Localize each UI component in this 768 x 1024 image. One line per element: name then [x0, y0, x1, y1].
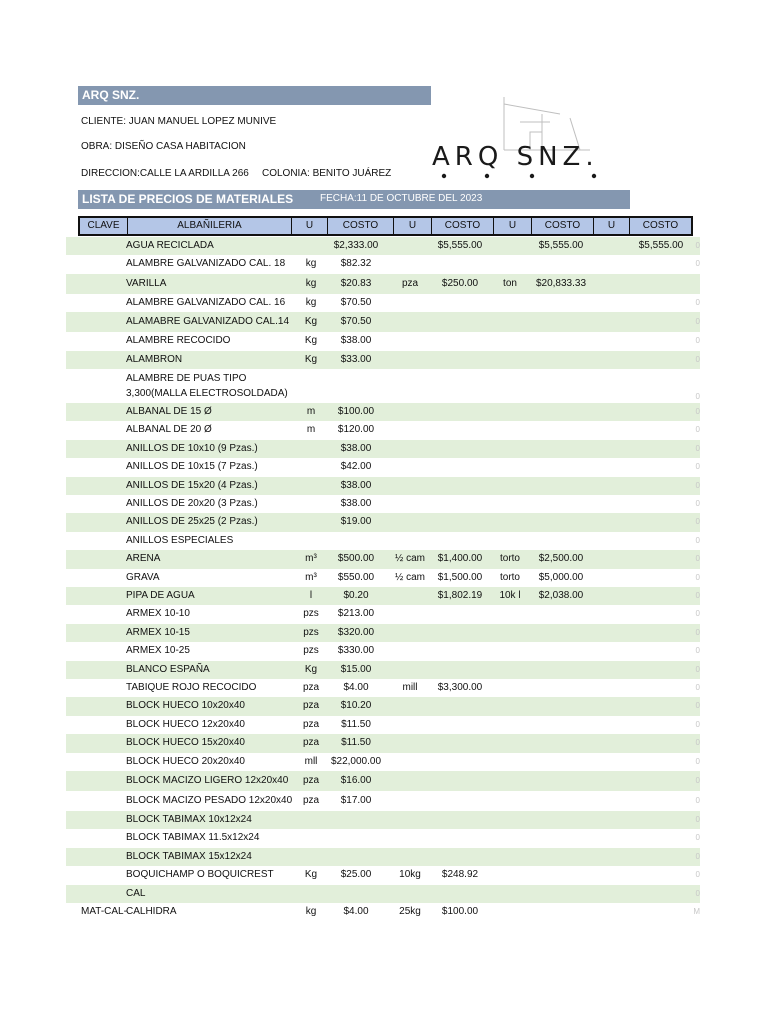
cell-desc: BLOCK HUECO 10x20x40	[126, 700, 245, 712]
cell-u1: pza	[302, 700, 320, 712]
cell-desc: ANILLOS DE 10x10 (9 Pzas.)	[126, 442, 258, 454]
cell-edge: 0	[695, 870, 700, 880]
cell-edge: 0	[695, 815, 700, 824]
cell-u1: m	[306, 424, 316, 436]
cell-c1: $38.00	[340, 498, 372, 509]
cell-c1: $10.20	[340, 700, 372, 712]
table-row	[66, 624, 700, 642]
table-row	[66, 312, 700, 332]
cell-u1: kg	[305, 277, 317, 289]
cell-u1: pza	[302, 775, 320, 786]
col-header-albanileria: ALBAÑILERIA	[128, 218, 292, 234]
cell-edge: 0	[695, 683, 700, 692]
cell-u1: Kg	[304, 869, 318, 881]
cell-desc: BLOCK TABIMAX 15x12x24	[126, 850, 252, 862]
cell-u2: 10kg	[399, 869, 421, 881]
cell-c2: $1,400.00	[437, 553, 483, 565]
table-row	[66, 495, 700, 513]
cell-edge: 0	[695, 776, 700, 785]
cell-u1: m³	[305, 571, 317, 583]
table-row	[66, 477, 700, 495]
cell-edge: 0	[695, 241, 700, 250]
cell-edge: 0	[695, 392, 700, 401]
table-row	[66, 716, 700, 734]
cell-desc: GRAVA	[126, 571, 160, 583]
cell-edge: 0	[695, 609, 700, 619]
cell-edge: 0	[695, 591, 700, 600]
cell-edge: 0	[695, 535, 700, 545]
cell-u1: pzs	[303, 626, 319, 638]
cell-c1: $550.00	[337, 571, 375, 583]
cell-edge: 0	[695, 336, 700, 346]
cell-c1: $500.00	[337, 553, 375, 565]
cell-c1: $213.00	[337, 608, 375, 620]
table-row	[66, 903, 700, 921]
col-header-u1: U	[292, 218, 328, 234]
cell-c3: $5,000.00	[538, 571, 584, 583]
logo-text: ARQ SNZ.	[432, 142, 599, 172]
cell-c1: $0.20	[343, 590, 369, 601]
cell-c1: $19.00	[340, 516, 372, 528]
cell-desc: ALAMBRE RECOCIDO	[126, 335, 231, 347]
cell-edge: 0	[695, 480, 700, 490]
table-row	[66, 848, 700, 866]
cell-u3: ton	[503, 277, 517, 289]
cell-desc: ALAMBRE DE PUAS TIPO	[126, 373, 247, 384]
cell-c2: $1,802.19	[437, 590, 483, 601]
cell-desc: BLOCK TABIMAX 10x12x24	[126, 814, 252, 825]
col-header-clave: CLAVE	[80, 218, 128, 234]
cell-c1: $70.50	[340, 296, 372, 308]
cell-c1: $42.00	[340, 461, 372, 473]
cell-desc-line2: 3,300(MALLA ELECTROSOLDADA)	[126, 388, 288, 399]
cell-c2: $100.00	[441, 906, 479, 917]
cell-c1: $38.00	[340, 479, 372, 491]
cell-c1: $33.00	[340, 353, 372, 365]
client-line: CLIENTE: JUAN MANUEL LOPEZ MUNIVE	[81, 116, 277, 127]
firm-logo	[430, 92, 635, 182]
cell-u1: pzs	[303, 645, 319, 657]
cell-u3: torto	[499, 571, 520, 583]
table-row	[66, 697, 700, 715]
cell-edge: M	[693, 907, 700, 916]
col-header-costo3: COSTO	[532, 218, 594, 234]
cell-c2: $5,555.00	[437, 240, 483, 251]
cell-u3: torto	[499, 553, 520, 565]
price-list-bar	[78, 190, 630, 209]
price-list-date: FECHA:11 DE OCTUBRE DEL 2023	[320, 193, 483, 204]
cell-c3: $2,038.00	[538, 590, 584, 601]
table-row	[66, 642, 700, 660]
table-header	[78, 216, 693, 236]
col-header-u2: U	[394, 218, 432, 234]
cell-edge: 0	[695, 756, 700, 766]
col-header-costo2: COSTO	[432, 218, 494, 234]
cell-desc: ARMEX 10-25	[126, 645, 190, 657]
cell-c1: $320.00	[337, 626, 375, 638]
cell-u2: ½ cam	[394, 553, 425, 565]
cell-edge: 0	[695, 572, 700, 582]
cell-u1: Kg	[304, 335, 318, 347]
cell-u1: pza	[302, 682, 320, 693]
cell-desc: ARENA	[126, 553, 161, 565]
price-list-title: LISTA DE PRECIOS DE MATERIALES	[82, 192, 294, 206]
cell-desc: ARMEX 10-15	[126, 626, 190, 638]
cell-desc: ANILLOS DE 15x20 (4 Pzas.)	[126, 479, 258, 491]
cell-desc: BLOCK TABIMAX 11.5x12x24	[126, 832, 260, 844]
cell-edge: 0	[695, 259, 700, 269]
cell-desc: BLOCK MACIZO PESADO 12x20x40	[126, 795, 293, 806]
cell-edge: 0	[695, 701, 700, 711]
table-row	[66, 866, 700, 884]
col-header-u3: U	[494, 218, 532, 234]
cell-u1: kg	[305, 906, 317, 917]
cell-desc: AGUA RECICLADA	[126, 240, 214, 251]
cell-c2: $250.00	[441, 277, 479, 289]
col-header-costo4: COSTO	[642, 220, 679, 231]
table-row	[66, 569, 700, 587]
cell-c2: $1,500.00	[437, 571, 483, 583]
cell-u1: Kg	[304, 663, 318, 675]
cell-c3: $2,500.00	[538, 553, 584, 565]
cell-u3: 10k l	[499, 590, 521, 601]
table-row	[66, 885, 700, 903]
cell-c1: $38.00	[340, 335, 372, 347]
cell-edge: 0	[695, 664, 700, 674]
address-line: DIRECCION:CALLE LA ARDILLA 266	[81, 168, 249, 179]
cell-c2: $248.92	[441, 869, 479, 881]
cell-edge: 0	[695, 646, 700, 656]
cell-desc: ANILLOS ESPECIALES	[126, 534, 234, 546]
cell-u1: Kg	[304, 316, 318, 328]
cell-u1: pza	[302, 718, 320, 730]
table-row	[66, 403, 700, 421]
cell-edge: 0	[695, 425, 700, 435]
cell-edge: 0	[695, 627, 700, 637]
cell-edge: 0	[695, 297, 700, 307]
cell-c1: $15.00	[340, 663, 372, 675]
table-row	[66, 811, 700, 829]
cell-u1: kg	[305, 258, 317, 270]
cell-desc: CAL	[126, 887, 146, 899]
cell-edge: 0	[695, 407, 700, 416]
cell-edge: 0	[695, 354, 700, 364]
firm-name: ARQ SNZ.	[82, 88, 140, 102]
cell-c1: $2,333.00	[333, 240, 379, 251]
cell-u1: kg	[305, 296, 317, 308]
cell-c1: $82.32	[340, 258, 372, 270]
cell-edge: 0	[695, 851, 700, 861]
cell-c1: $25.00	[340, 869, 372, 881]
cell-c1: $330.00	[337, 645, 375, 657]
cell-edge: 0	[695, 554, 700, 564]
cell-u1: pza	[302, 795, 320, 806]
cell-c1: $4.00	[343, 906, 369, 917]
cell-c3: $5,555.00	[538, 240, 584, 251]
cell-c1: $38.00	[340, 442, 372, 454]
cell-desc: ANILLOS DE 20x20 (3 Pzas.)	[126, 498, 258, 509]
cell-u2: pza	[401, 277, 419, 289]
table-row	[66, 661, 700, 679]
cell-c4: $5,555.00	[638, 240, 684, 251]
cell-c1: $100.00	[337, 406, 375, 417]
cell-edge: 0	[695, 517, 700, 527]
cell-desc: ALAMBRE GALVANIZADO CAL. 16	[126, 296, 286, 308]
cell-clave: MAT-CAL-	[81, 906, 127, 917]
table-row	[66, 734, 700, 752]
table-row	[66, 587, 700, 605]
work-line: OBRA: DISEÑO CASA HABITACION	[81, 141, 246, 152]
cell-u1: m	[306, 406, 316, 417]
cell-desc: PIPA DE AGUA	[126, 590, 195, 601]
cell-desc: BLOCK HUECO 15x20x40	[126, 737, 245, 749]
cell-edge: 0	[695, 719, 700, 729]
cell-c1: $22,000.00	[330, 755, 382, 767]
firm-title-bar	[78, 86, 431, 105]
table-row	[66, 605, 700, 623]
table-row	[66, 679, 700, 697]
table-row	[66, 513, 700, 531]
table-row	[66, 550, 700, 568]
cell-u2: 25kg	[399, 906, 421, 917]
table-row	[66, 532, 700, 550]
cell-edge: 0	[695, 499, 700, 508]
cell-c1: $11.50	[341, 737, 371, 749]
cell-c1: $70.50	[340, 316, 372, 328]
cell-u1: mll	[304, 755, 318, 767]
cell-u1: pzs	[303, 608, 319, 620]
cell-u2: ½ cam	[394, 571, 425, 583]
cell-desc: BLOCK HUECO 12x20x40	[126, 718, 245, 730]
colony-line: COLONIA: BENITO JUÁREZ	[262, 168, 392, 179]
table-row	[66, 458, 700, 476]
table-row	[66, 829, 700, 847]
cell-edge: 0	[695, 888, 700, 898]
cell-c2: $3,300.00	[437, 682, 483, 693]
cell-c1: $20.83	[340, 277, 372, 289]
cell-c1: $16.00	[340, 775, 372, 786]
cell-c1: $4.00	[343, 682, 369, 693]
col-header-u4: U	[594, 218, 630, 234]
cell-u1: m³	[305, 553, 317, 565]
cell-u1: pza	[302, 737, 320, 749]
cell-c1: $17.00	[340, 795, 372, 806]
cell-edge: 0	[695, 443, 700, 453]
cell-desc: BLANCO ESPAÑA	[126, 663, 210, 675]
cell-u1: Kg	[304, 353, 318, 365]
cell-u1: l	[309, 590, 313, 601]
cell-desc: ALAMBRE GALVANIZADO CAL. 18	[126, 258, 286, 270]
cell-c1: $120.00	[337, 424, 375, 436]
cell-desc: ARMEX 10-10	[126, 608, 190, 620]
cell-desc: BLOCK HUECO 20x20x40	[126, 755, 245, 767]
table-row	[66, 369, 700, 403]
cell-c1: $11.50	[341, 718, 371, 730]
table-row	[66, 771, 700, 791]
table-row	[66, 332, 700, 350]
cell-desc: ALBANAL DE 15 Ø	[126, 406, 212, 417]
cell-edge: 0	[695, 317, 700, 327]
cell-desc: VARILLA	[126, 277, 167, 289]
table-row	[66, 753, 700, 771]
cell-desc: ANILLOS DE 10x15 (7 Pzas.)	[126, 461, 258, 473]
cell-desc: ALAMABRE GALVANIZADO CAL.14	[126, 316, 290, 328]
cell-u2: mill	[402, 682, 418, 693]
cell-desc: CALHIDRA	[126, 906, 177, 917]
table-row	[66, 791, 700, 811]
table-row	[66, 421, 700, 439]
cell-edge: 0	[695, 796, 700, 805]
cell-edge: 0	[695, 738, 700, 748]
table-row	[66, 440, 700, 458]
cell-desc: ANILLOS DE 25x25 (2 Pzas.)	[126, 516, 258, 528]
table-row	[66, 294, 700, 312]
col-header-costo1: COSTO	[328, 218, 394, 234]
table-row	[66, 255, 700, 273]
cell-edge: 0	[695, 833, 700, 843]
table-row	[66, 274, 700, 294]
cell-desc: TABIQUE ROJO RECOCIDO	[126, 682, 257, 693]
cell-c3: $20,833.33	[535, 277, 587, 289]
cell-desc: BLOCK MACIZO LIGERO 12x20x40	[126, 775, 289, 786]
cell-desc: ALAMBRON	[126, 353, 183, 365]
cell-desc: BOQUICHAMP O BOQUICREST	[126, 869, 274, 881]
cell-desc: ALBANAL DE 20 Ø	[126, 424, 212, 436]
table-row	[66, 351, 700, 369]
table-row	[66, 237, 700, 255]
cell-edge: 0	[695, 462, 700, 472]
